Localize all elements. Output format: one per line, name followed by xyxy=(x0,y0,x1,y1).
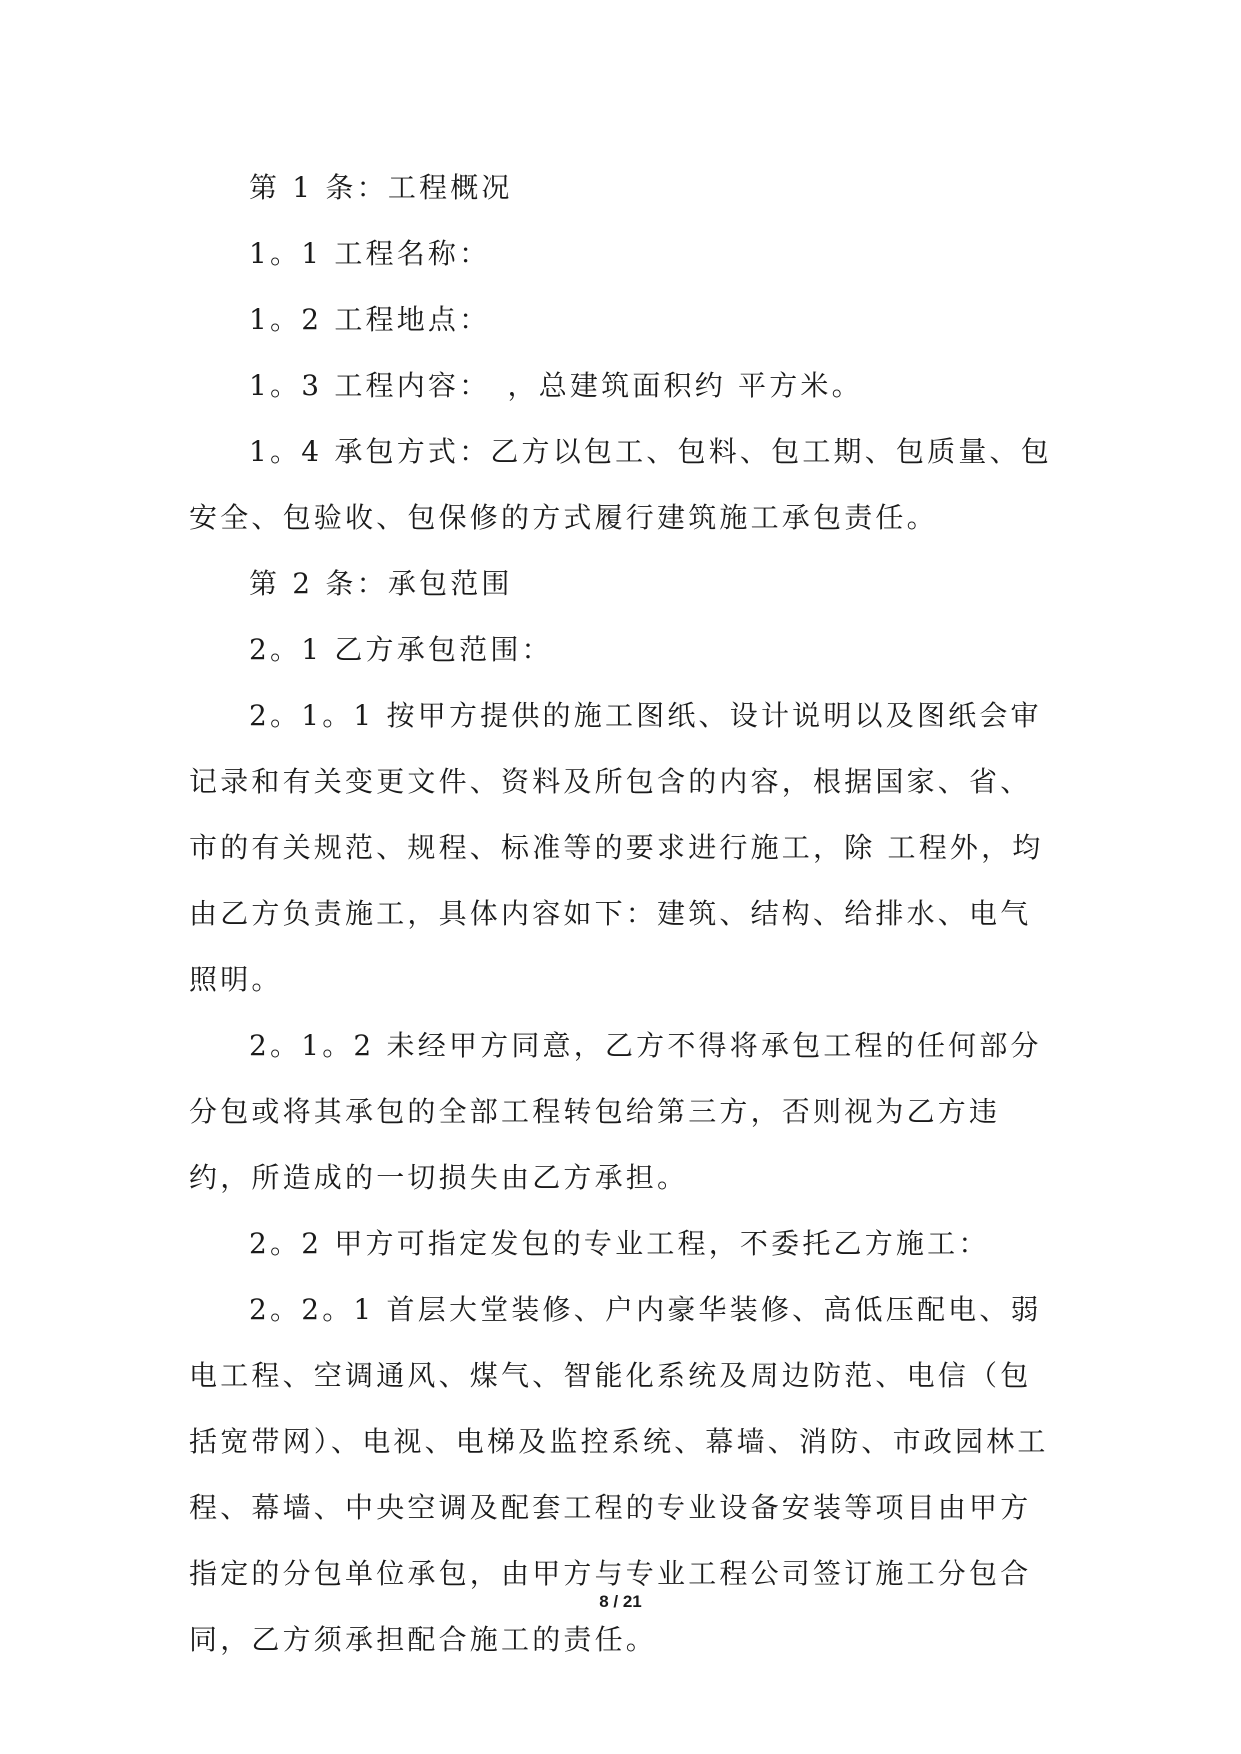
clause-1-2-project-location: 1。2 工程地点： xyxy=(249,303,491,336)
clause-2-1-scope: 2。1 乙方承包范围： xyxy=(249,633,553,666)
article-1-heading: 第 1 条：工程概况 xyxy=(249,171,513,204)
clause-1-4-contract-method: 1。4 承包方式：乙方以包工、包料、包工期、包质量、包安全、包验收、包保修的方式履行建筑施工承包责任。 xyxy=(189,435,1052,534)
clause-2-1-2: 2。1。2 未经甲方同意，乙方不得将承包工程的任何部分分包或将其承包的全部工程转包给第三方，否则视为乙方违约，所造成的一切损失由乙方承担。 xyxy=(189,1029,1042,1194)
article-2-heading: 第 2 条：承包范围 xyxy=(249,567,513,600)
clause-2-2-1: 2。2。1 首层大堂装修、户内豪华装修、高低压配电、弱电工程、空调通风、煤气、智能化系统及周边防范、电信（包括宽带网）、电视、电梯及监控系统、幕墙、消防、市政园林工程、幕墙、中央空调及配套工程的专业设备安装等项目由甲方指定的分包单位承包，由甲方与专业工程公司签订施工分包合同，乙方须承担配合施工的责任。 xyxy=(189,1293,1049,1656)
clause-2-1-1: 2。1。1 按甲方提供的施工图纸、设计说明以及图纸会审记录和有关变更文件、资料及所包含的内容，根据国家、省、市的有关规范、规程、标准等的要求进行施工，除 工程外，均由乙方负责施工，具体内容如下：建筑、结构、给排水、电气照明。 xyxy=(189,699,1044,996)
page-number: 8 / 21 xyxy=(599,1592,642,1611)
clause-2-2: 2。2 甲方可指定发包的专业工程，不委托乙方施工： xyxy=(249,1227,990,1260)
clause-1-1-project-name: 1。1 工程名称： xyxy=(249,237,491,270)
clause-1-3-project-content: 1。3 工程内容： ，总建筑面积约 平方米。 xyxy=(249,369,863,402)
document-body xyxy=(189,155,1054,1673)
